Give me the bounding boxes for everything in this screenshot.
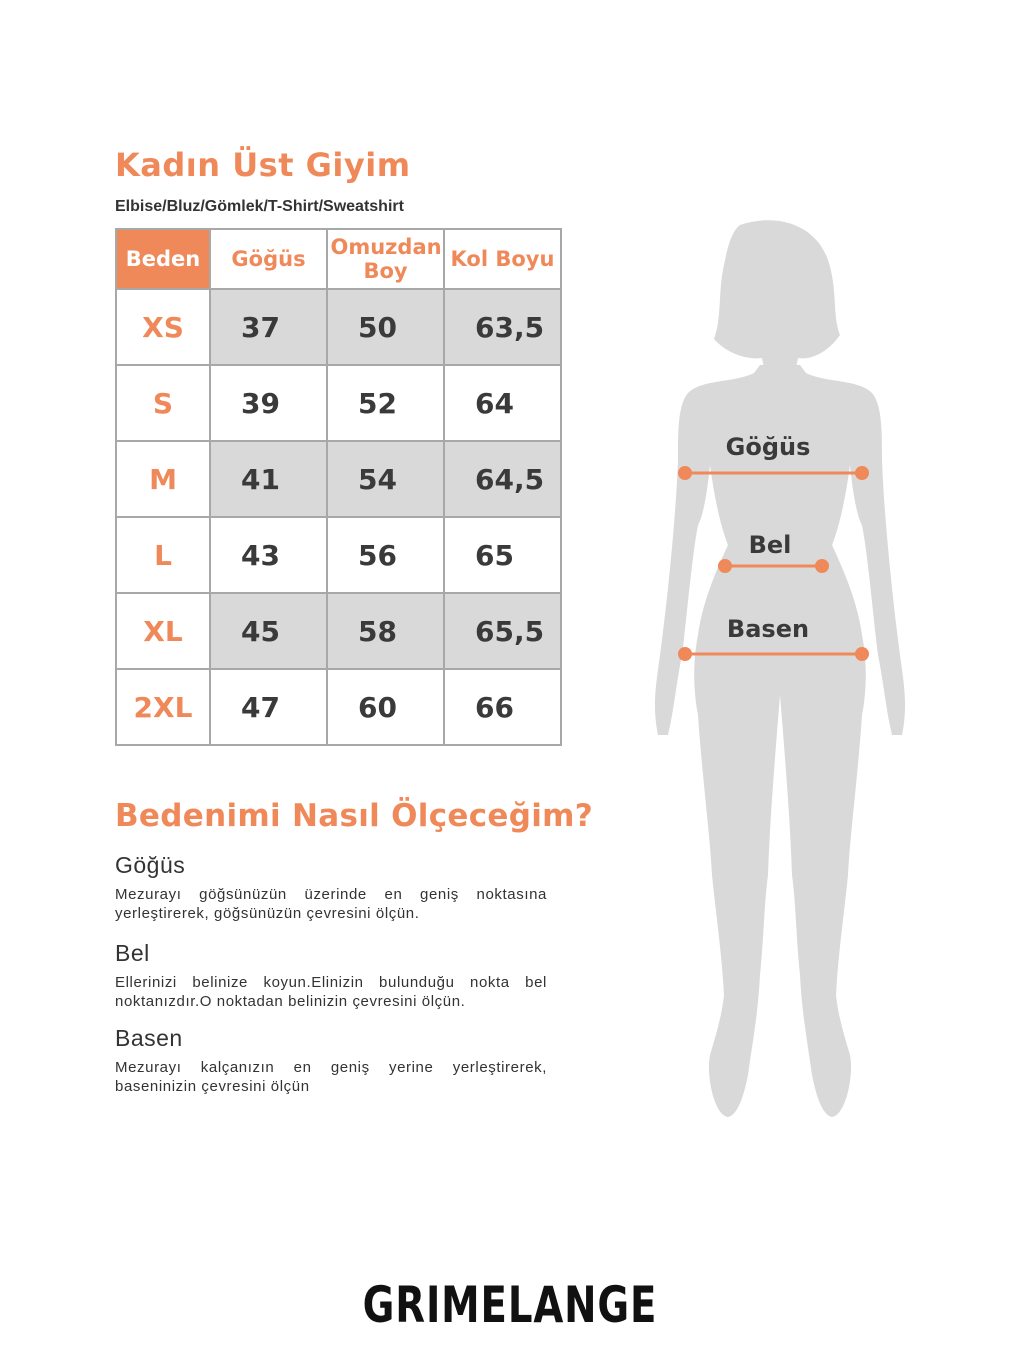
table-row	[116, 289, 561, 365]
sleeve-cell: 66	[444, 669, 561, 745]
how-to-waist	[115, 940, 547, 1011]
size-cell: XS	[116, 289, 210, 365]
sleeve-cell: 63,5	[444, 289, 561, 365]
table-row	[116, 669, 561, 745]
table-row	[116, 593, 561, 669]
header-chest: Göğüs	[210, 229, 327, 289]
how-to-waist-text: Ellerinizi belinize koyun.Elinizin bulunduğu nokta bel noktanızdır.O noktadan belinizin çevresini ölçün.	[115, 974, 547, 1010]
length-cell: 58	[327, 593, 444, 669]
page-subtitle: Elbise/Bluz/Gömlek/T-Shirt/Sweatshirt	[115, 198, 404, 215]
chest-cell: 47	[210, 669, 327, 745]
chest-label: Göğüs	[725, 433, 811, 461]
size-cell: S	[116, 365, 210, 441]
page-title: Kadın Üst Giyim	[115, 146, 411, 184]
size-table	[115, 228, 562, 746]
table-row	[116, 517, 561, 593]
length-cell: 56	[327, 517, 444, 593]
chest-cell: 37	[210, 289, 327, 365]
how-to-chest-heading: Göğüs	[115, 852, 186, 878]
size-cell: 2XL	[116, 669, 210, 745]
how-to-hip-text: Mezurayı kalçanızın en geniş yerine yerleştirerek, baseninizin çevresini ölçün	[115, 1059, 547, 1095]
how-to-waist-heading: Bel	[115, 940, 150, 966]
how-to-hip-heading: Basen	[115, 1025, 183, 1051]
length-cell: 60	[327, 669, 444, 745]
body-figure	[600, 215, 960, 1125]
header-length-label: Omuzdan Boy	[330, 235, 442, 283]
header-size: Beden	[116, 229, 210, 289]
length-cell: 50	[327, 289, 444, 365]
header-sleeve: Kol Boyu	[444, 229, 561, 289]
header-length	[327, 229, 444, 289]
hip-label: Basen	[726, 615, 810, 643]
size-cell: XL	[116, 593, 210, 669]
sleeve-cell: 65	[444, 517, 561, 593]
length-cell: 52	[327, 365, 444, 441]
sleeve-cell: 64	[444, 365, 561, 441]
sleeve-cell: 65,5	[444, 593, 561, 669]
size-cell: M	[116, 441, 210, 517]
brand-logo: GRIMELANGE	[362, 1276, 658, 1334]
table-header-row	[116, 229, 561, 289]
body-silhouette-icon	[600, 215, 960, 1125]
how-to-title: Bedenimi Nasıl Ölçeceğim?	[115, 798, 594, 834]
sleeve-cell: 64,5	[444, 441, 561, 517]
how-to-chest	[115, 852, 547, 923]
table-row	[116, 365, 561, 441]
how-to-chest-text: Mezurayı göğsünüzün üzerinde en geniş noktasına yerleştirerek, göğsünüzün çevresini ölçün.	[115, 886, 547, 922]
length-cell: 54	[327, 441, 444, 517]
chest-cell: 45	[210, 593, 327, 669]
chest-cell: 39	[210, 365, 327, 441]
table-row	[116, 441, 561, 517]
how-to-hip	[115, 1025, 547, 1096]
chest-cell: 43	[210, 517, 327, 593]
chest-cell: 41	[210, 441, 327, 517]
waist-label: Bel	[748, 531, 792, 559]
size-cell: L	[116, 517, 210, 593]
